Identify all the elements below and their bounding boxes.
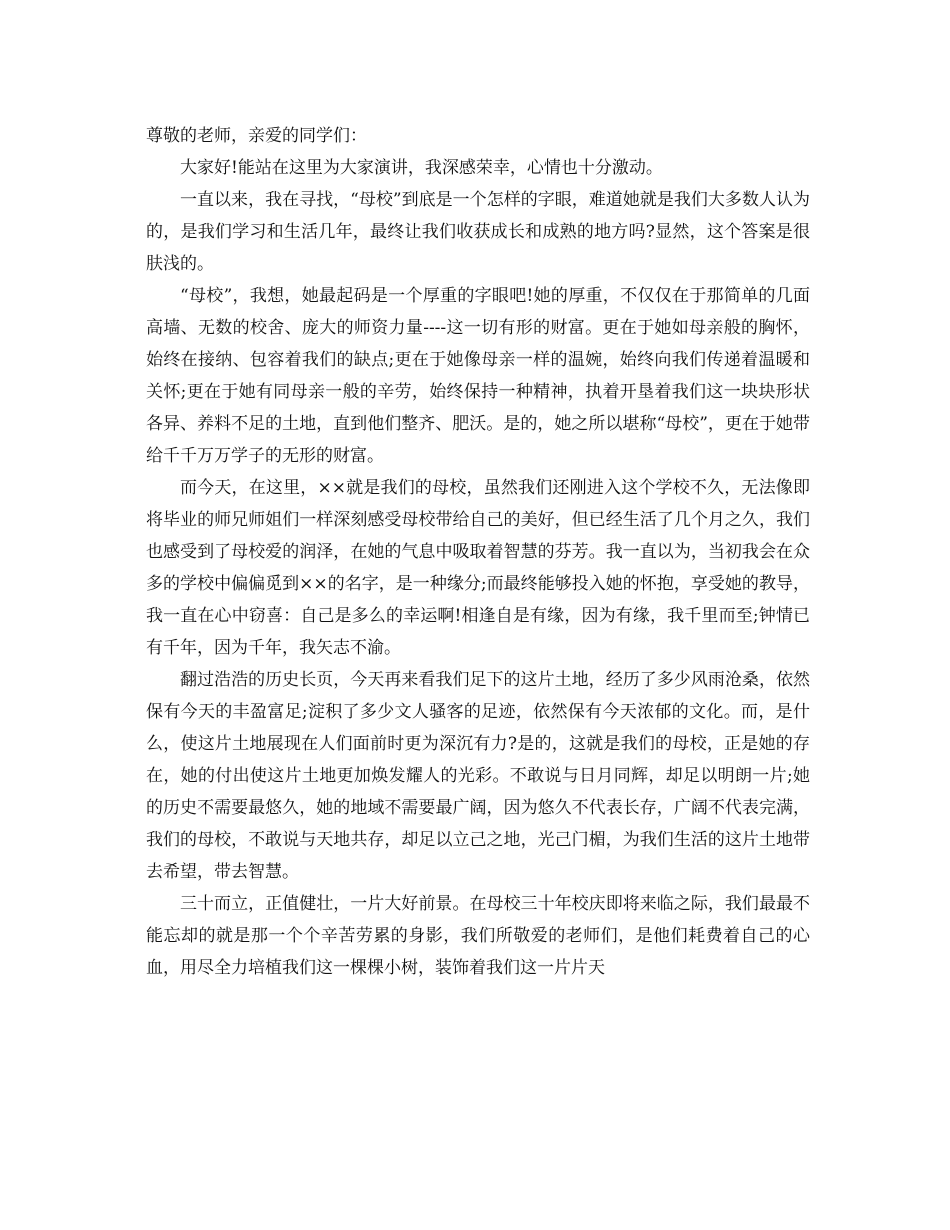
paragraph-history: 翻过浩浩的历史长页，今天再来看我们足下的这片土地，经历了多少风雨沧桑，依然保有今天的丰盈富足;淀积了多少文人骚客的足迹，依然保有今天浓郁的文化。而，是什么，使这片土地展现在人们面前时更为深沉有力?是的，这就是我们的母校，正是她的存在，她的付出使这片土地更加焕发耀人的光彩。不敢说与日月同辉，却足以明朗一片;她的历史不需要最悠久，她的地域不需要最广阔，因为悠久不代表长存，广阔不代表完满，我们的母校，不敢说与天地共存，却足以立己之地，光己门楣，为我们生活的这片土地带去希望，带去智慧。 — [146, 670, 810, 882]
paragraph-alma-mater-meaning: “母校”，我想，她最起码是一个厚重的字眼吧!她的厚重，不仅仅在于那简单的几面高墙、无数的校舍、庞大的师资力量----这一切有形的财富。更在于她如母亲般的胸怀，始终在接纳、包容着我们的缺点;更在于她像母亲一样的温婉，始终向我们传递着温暖和关怀;更在于她有同母亲一般的辛劳，始终保持一种精神，执着开垦着我们这一块块形状各异、养料不足的土地，直到他们整齐、肥沃。是的，她之所以堪称“母校”，更在于她带给千千万万学子的无形的财富。 — [146, 286, 810, 466]
paragraph-our-school: 而今天，在这里，××就是我们的母校，虽然我们还刚进入这个学校不久，无法像即将毕业的师兄师姐们一样深刻感受母校带给自己的美好，但已经生活了几个月之久，我们也感受到了母校爱的润泽，在她的气息中吸取着智慧的芬芳。我一直以为，当初我会在众多的学校中偏偏觅到××的名字，是一种缘分;而最终能够投入她的怀抱，享受她的教导，我一直在心中窃喜：自己是多么的幸运啊!相逢自是有缘，因为有缘，我千里而至;钟情已有千年，因为千年，我矢志不渝。 — [146, 478, 810, 658]
paragraph-opening: 大家好!能站在这里为大家演讲，我深感荣幸，心情也十分激动。 — [180, 158, 663, 178]
salutation: 尊敬的老师，亲爱的同学们： — [146, 126, 367, 146]
paragraph-searching: 一直以来，我在寻找，“母校”到底是一个怎样的字眼，难道她就是我们大多数人认为的，是我们学习和生活几年，最终让我们收获成长和成熟的地方吗?显然，这个答案是很肤浅的。 — [146, 190, 810, 274]
paragraph-anniversary: 三十而立，正值健壮，一片大好前景。在母校三十年校庆即将来临之际，我们最最不能忘却的就是那一个个辛苦劳累的身影，我们所敬爱的老师们，是他们耗费着自己的心血，用尽全力培植我们这一棵棵小树，装饰着我们这一片片天 — [146, 894, 810, 978]
speech-body — [146, 120, 810, 984]
